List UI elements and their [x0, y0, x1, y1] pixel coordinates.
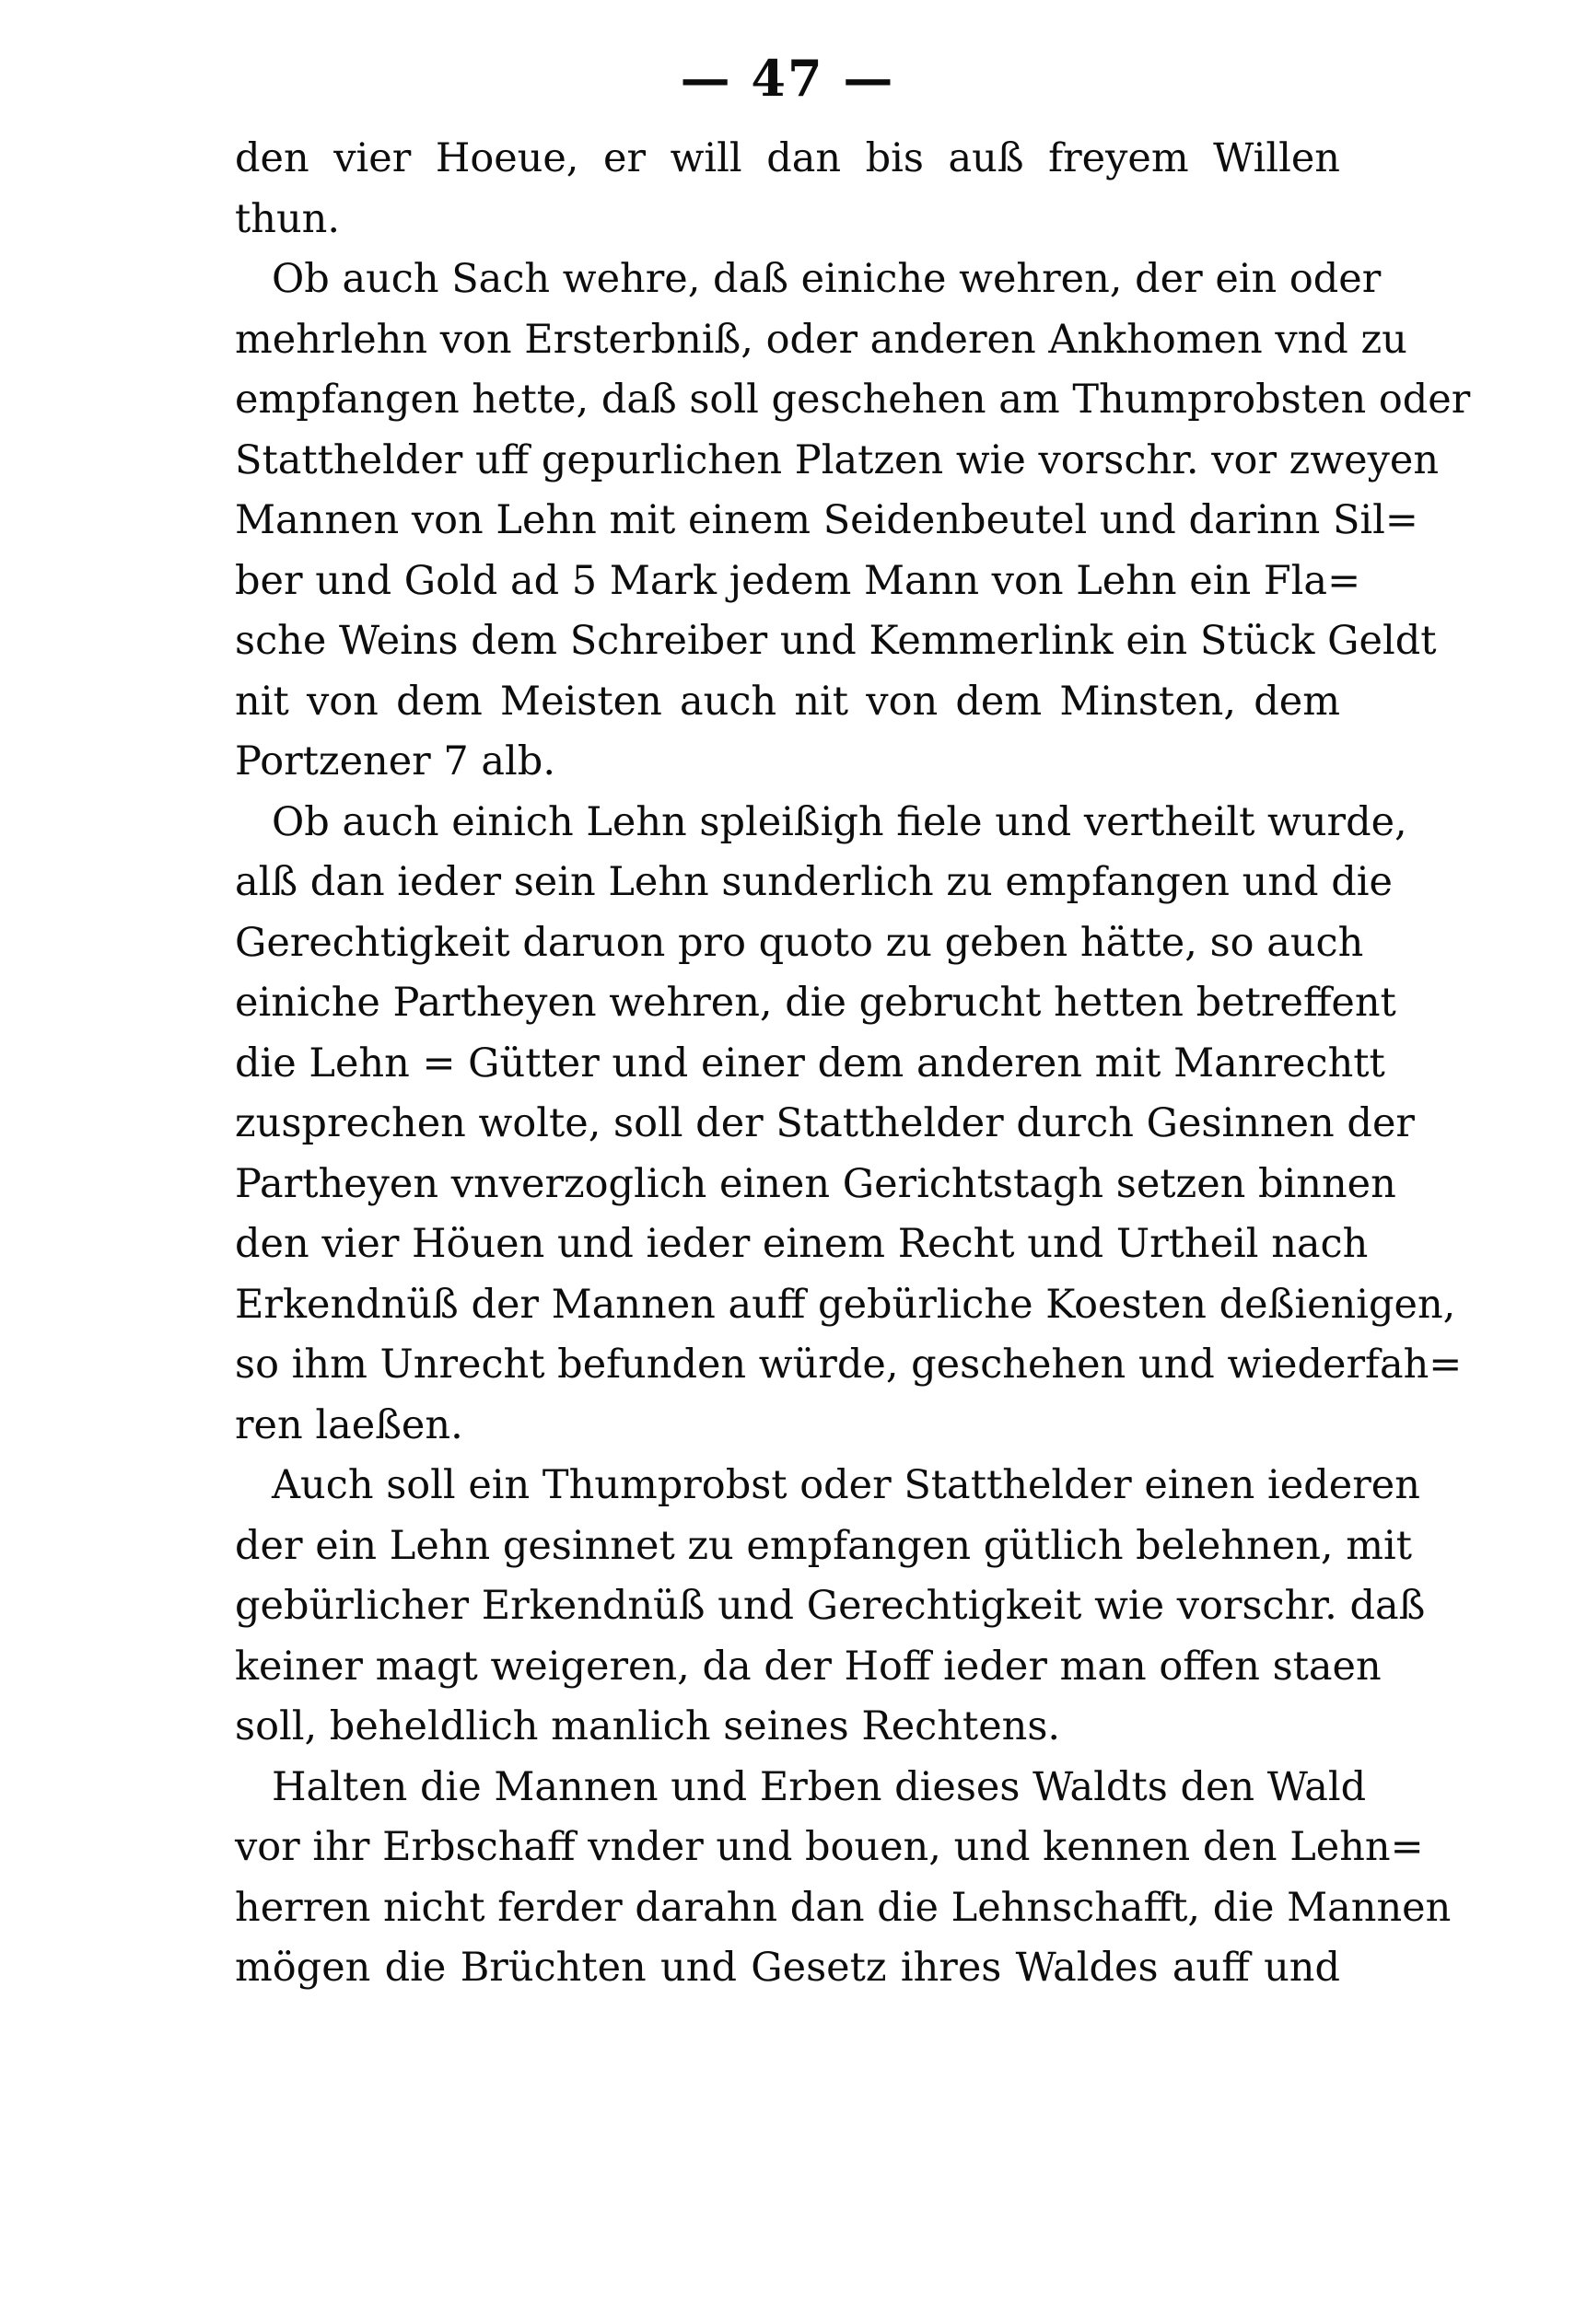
- text-line: thun.: [235, 195, 341, 242]
- text-line: zusprechen wolte, soll der Statthelder durch Gesinnen der: [235, 1100, 1415, 1146]
- text-line: vor ihr Erbschaff vnder und bouen, und kennen den Lehn=: [235, 1824, 1424, 1870]
- text-line: einiche Partheyen wehren, die gebrucht hetten betreffent: [235, 980, 1396, 1026]
- text-line: nit von dem Meisten auch nit von dem Minsten, dem: [235, 678, 1340, 725]
- text-line: Erkendnüß der Mannen auff gebürliche Koesten deßienigen,: [235, 1281, 1456, 1328]
- text-line: gebürlicher Erkendnüß und Gerechtigkeit wie vorschr. daß: [235, 1583, 1426, 1629]
- paragraph: [235, 1456, 1426, 1758]
- text-line: sche Weins dem Schreiber und Kemmerlink ein Stück Geldt: [235, 618, 1437, 664]
- text-line: Statthelder uff gepurlichen Platzen wie vorschr. vor zweyen: [235, 436, 1440, 483]
- text-line: Ob auch einich Lehn spleißigh fiele und vertheilt wurde,: [272, 798, 1407, 845]
- text-line: alß dan ieder sein Lehn sunderlich zu empfangen und die: [235, 859, 1393, 905]
- text-line: Portzener 7 alb.: [235, 738, 555, 784]
- text-body: [235, 129, 1471, 1999]
- text-line: den vier Höuen und ieder einem Recht und Urtheil nach: [235, 1221, 1369, 1267]
- text-line: Mannen von Lehn mit einem Seidenbeutel und darinn Sil=: [235, 497, 1418, 543]
- text-line: Halten die Mannen und Erben dieses Waldts den Wald: [272, 1763, 1367, 1810]
- text-line: soll, beheldlich manlich seines Rechtens.: [235, 1703, 1061, 1749]
- text-line: mögen die Brüchten und Gesetz ihres Waldes auff und: [235, 1945, 1340, 1991]
- paragraph: [235, 129, 1340, 250]
- text-line: so ihm Unrecht befunden würde, geschehen und wiederfah=: [235, 1342, 1463, 1388]
- text-line: empfangen hette, daß soll geschehen am Thumprobsten oder: [235, 377, 1471, 423]
- paragraph: [235, 793, 1463, 1457]
- paragraph: [235, 250, 1471, 793]
- page-number: — 47 —: [680, 49, 895, 108]
- text-line: den vier Hoeue, er will dan bis auß freyem Willen: [235, 135, 1340, 181]
- text-line: Ob auch Sach wehre, daß einiche wehren, der ein oder: [272, 256, 1382, 302]
- text-line: Auch soll ein Thumprobst oder Statthelder einen iederen: [272, 1462, 1420, 1508]
- text-line: herren nicht ferder darahn dan die Lehnschafft, die Mannen: [235, 1884, 1452, 1931]
- text-line: der ein Lehn gesinnet zu empfangen gütlich belehnen, mit: [235, 1522, 1413, 1569]
- text-line: die Lehn = Gütter und einer dem anderen mit Manrechtt: [235, 1040, 1385, 1086]
- text-line: Partheyen vnverzoglich einen Gerichtstagh setzen binnen: [235, 1160, 1396, 1207]
- text-line: Gerechtigkeit daruon pro quoto zu geben hätte, so auch: [235, 919, 1364, 966]
- text-line: ren laeßen.: [235, 1401, 463, 1448]
- text-line: keiner magt weigeren, da der Hoff ieder man offen staen: [235, 1643, 1382, 1690]
- text-line: ber und Gold ad 5 Mark jedem Mann von Lehn ein Fla=: [235, 557, 1361, 604]
- text-line: mehrlehn von Ersterbniß, oder anderen Ankhomen vnd zu: [235, 316, 1407, 363]
- paragraph: [235, 1758, 1452, 1999]
